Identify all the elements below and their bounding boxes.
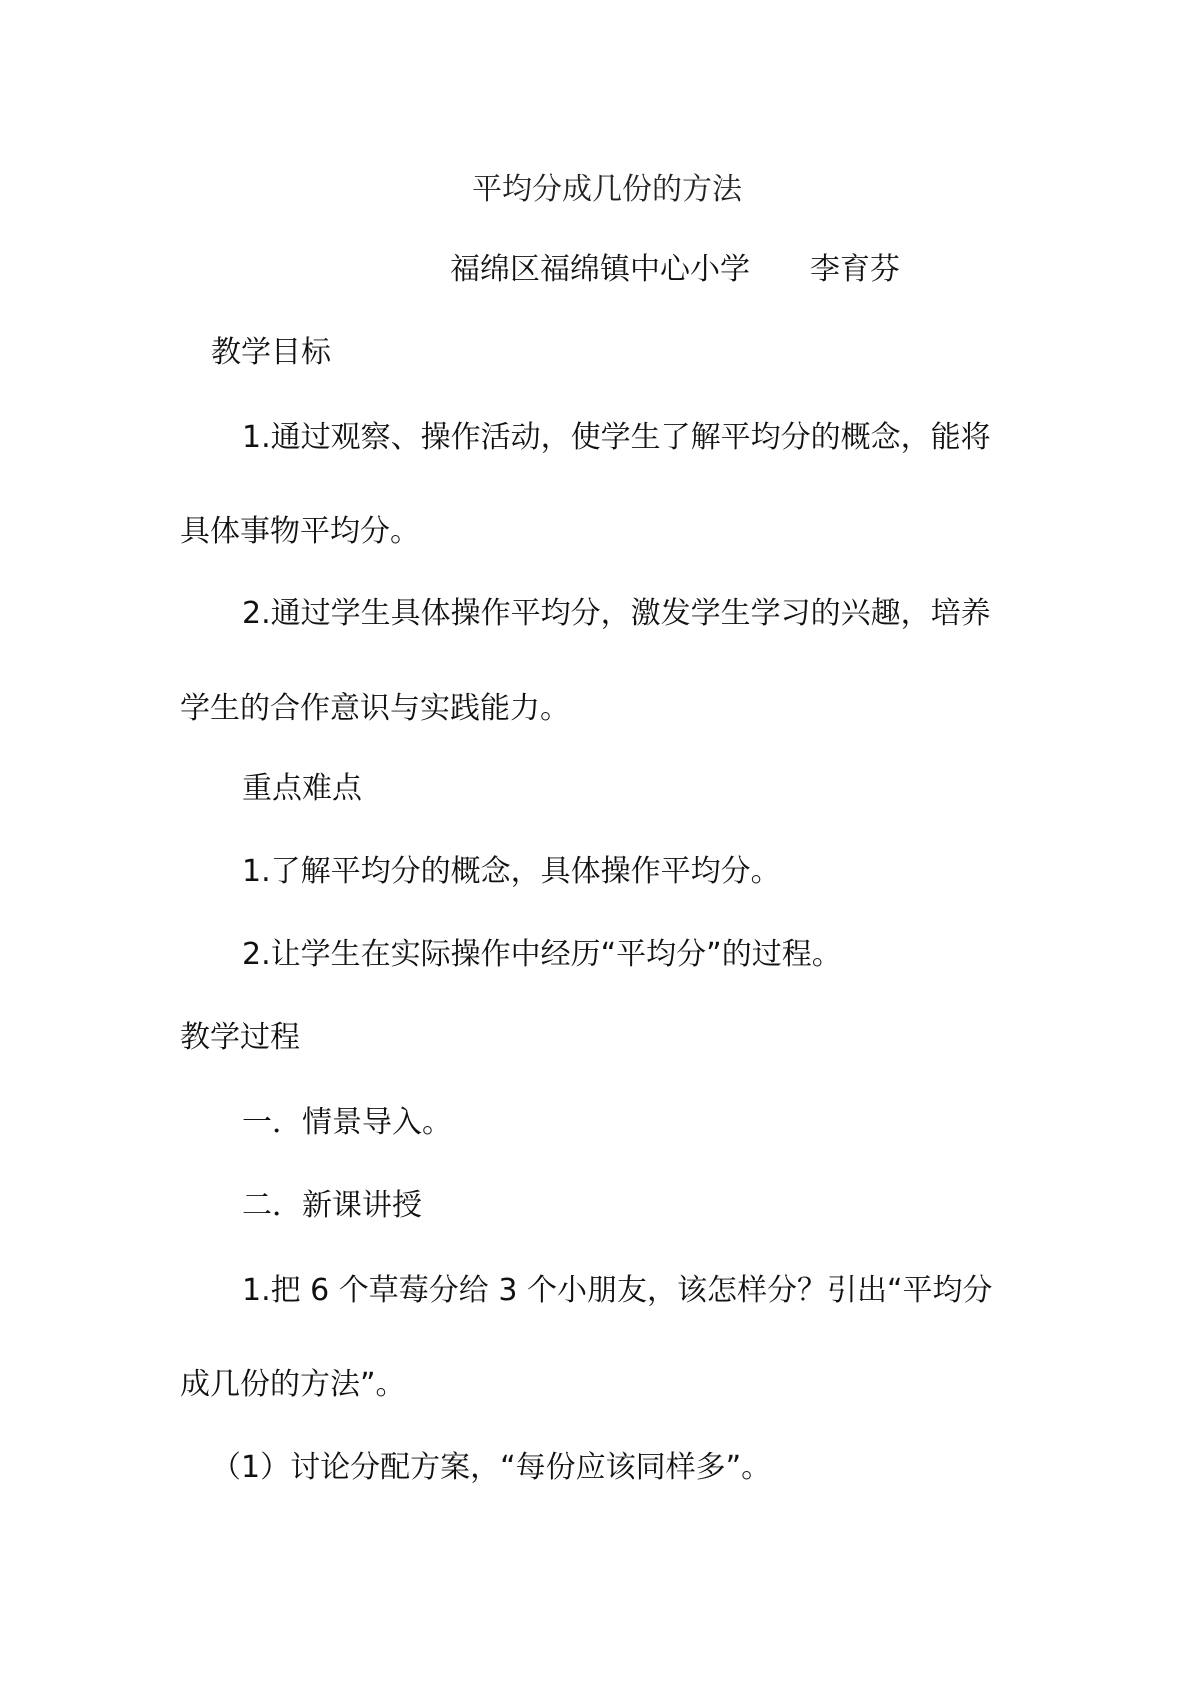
step-2-item-1-line-2: 成几份的方法”。 bbox=[180, 1367, 406, 1402]
key-points-heading: 重点难点 bbox=[242, 771, 362, 806]
process-heading: 教学过程 bbox=[180, 1020, 300, 1055]
author-line: 福绵区福绵镇中心小学 李育芬 bbox=[450, 252, 900, 287]
document-title: 平均分成几份的方法 bbox=[472, 172, 742, 207]
goal-2-line-1: 2.通过学生具体操作平均分，激发学生学习的兴趣，培养 bbox=[242, 596, 991, 631]
goal-2-line-2: 学生的合作意识与实践能力。 bbox=[180, 691, 570, 726]
step-2: 二．新课讲授 bbox=[242, 1188, 422, 1223]
goal-1-line-2: 具体事物平均分。 bbox=[180, 514, 420, 549]
step-2-item-1-line-1: 1.把 6 个草莓分给 3 个小朋友，该怎样分？引出“平均分 bbox=[242, 1273, 993, 1308]
step-2-sub-1: （1）讨论分配方案，“每份应该同样多”。 bbox=[211, 1450, 772, 1485]
key-point-2: 2.让学生在实际操作中经历“平均分”的过程。 bbox=[242, 937, 842, 972]
step-1: 一．情景导入。 bbox=[242, 1105, 452, 1140]
goal-1-line-1: 1.通过观察、操作活动，使学生了解平均分的概念，能将 bbox=[242, 420, 991, 455]
key-point-1: 1.了解平均分的概念，具体操作平均分。 bbox=[242, 854, 781, 889]
goals-heading: 教学目标 bbox=[211, 335, 331, 370]
